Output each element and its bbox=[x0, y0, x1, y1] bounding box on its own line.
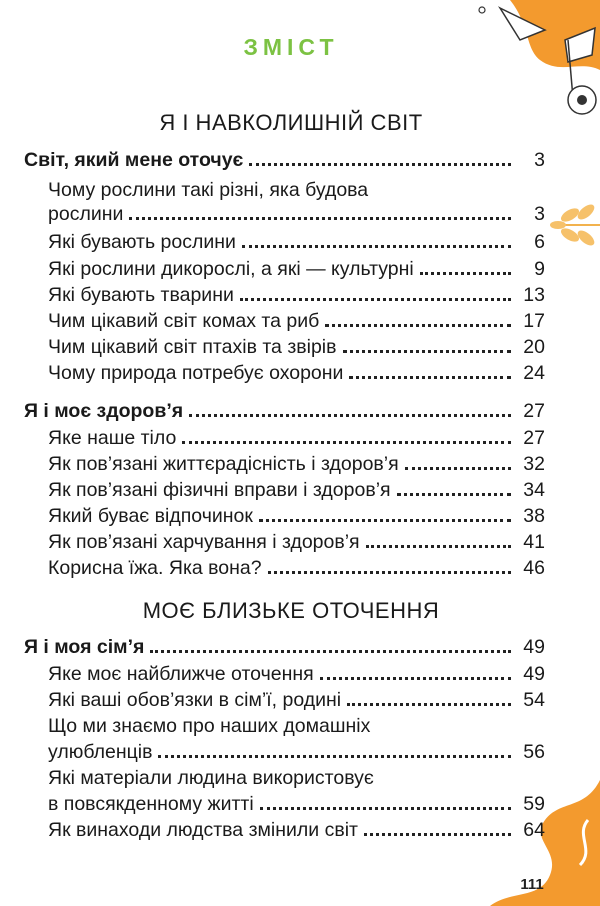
lesson-entry[interactable] bbox=[48, 281, 545, 307]
page-number: 111 bbox=[520, 876, 544, 893]
lesson-entry[interactable] bbox=[48, 502, 545, 528]
lesson-entry[interactable] bbox=[48, 359, 545, 385]
leaf-branch-icon bbox=[550, 180, 600, 270]
lesson-title: Які рослини дикорослі, а які — культурні bbox=[48, 258, 414, 280]
page-ref: 32 bbox=[523, 453, 545, 475]
section-title: Я І НАВКОЛИШНІЙ СВІТ bbox=[159, 110, 423, 135]
section-title: МОЄ БЛИЗЬКЕ ОТОЧЕННЯ bbox=[142, 598, 440, 623]
page-ref: 56 bbox=[523, 741, 545, 763]
chapter-title: Я і моя сім’я bbox=[24, 636, 145, 658]
page-ref: 34 bbox=[523, 479, 545, 501]
dot-leader bbox=[420, 272, 511, 275]
dot-leader bbox=[259, 519, 511, 522]
page-ref: 27 bbox=[523, 427, 545, 449]
page-ref: 59 bbox=[523, 793, 545, 815]
page-ref: 49 bbox=[523, 663, 545, 685]
dot-leader bbox=[366, 545, 511, 548]
page-ref: 13 bbox=[523, 284, 545, 306]
lesson-entry[interactable] bbox=[48, 738, 545, 764]
lesson-entry[interactable] bbox=[48, 424, 545, 450]
lesson-entry[interactable] bbox=[48, 200, 545, 226]
page-ref: 27 bbox=[523, 400, 545, 422]
page-ref: 24 bbox=[523, 362, 545, 384]
lesson-entry[interactable] bbox=[48, 228, 545, 254]
lesson-entry[interactable] bbox=[48, 790, 545, 816]
lesson-title: Як пов’язані фізичні вправи і здоров’я bbox=[48, 479, 391, 501]
chapter-entry[interactable] bbox=[24, 633, 545, 659]
page-ref: 46 bbox=[523, 557, 545, 579]
lesson-title: Які бувають тварини bbox=[48, 284, 234, 306]
lesson-entry[interactable] bbox=[48, 660, 545, 686]
lesson-entry[interactable] bbox=[48, 528, 545, 554]
page-ref: 38 bbox=[523, 505, 545, 527]
page-ref: 64 bbox=[523, 819, 545, 841]
lesson-title: Як пов’язані життєрадісність і здоров’я bbox=[48, 453, 399, 475]
dot-leader bbox=[240, 298, 511, 301]
dot-leader bbox=[320, 677, 511, 680]
page-ref: 3 bbox=[534, 203, 545, 225]
chapter-entry[interactable] bbox=[24, 397, 545, 423]
page-ref: 6 bbox=[534, 231, 545, 253]
dot-leader bbox=[364, 833, 511, 836]
page-ref: 17 bbox=[523, 310, 545, 332]
dot-leader bbox=[189, 414, 511, 417]
dot-leader bbox=[158, 755, 511, 758]
page-ref: 9 bbox=[534, 258, 545, 280]
dot-leader bbox=[249, 163, 511, 166]
lesson-title-line1: Що ми знаємо про наших домашніх bbox=[48, 715, 371, 737]
page-ref: 20 bbox=[523, 336, 545, 358]
lesson-title: Яке наше тіло bbox=[48, 427, 177, 449]
lesson-title: Який буває відпочинок bbox=[48, 505, 253, 527]
lesson-title: Корисна їжа. Яка вона? bbox=[48, 557, 262, 579]
page-ref: 54 bbox=[523, 689, 545, 711]
lesson-title: Чому природа потребує охорони bbox=[48, 362, 344, 384]
lesson-title: Чим цікавий світ птахів та звірів bbox=[48, 336, 337, 358]
chapter-title: Я і моє здоров’я bbox=[24, 400, 184, 422]
page-ref: 41 bbox=[523, 531, 545, 553]
lesson-entry[interactable] bbox=[48, 255, 545, 281]
chapter-entry[interactable] bbox=[24, 146, 545, 172]
lesson-title: Які бувають рослини bbox=[48, 231, 236, 253]
dot-leader bbox=[325, 324, 511, 327]
dot-leader bbox=[268, 571, 511, 574]
lesson-title: в повсякденному житті bbox=[48, 793, 254, 815]
lesson-entry[interactable] bbox=[48, 333, 545, 359]
page-ref: 3 bbox=[534, 149, 545, 171]
dot-leader bbox=[405, 467, 511, 470]
lesson-title: улюбленців bbox=[48, 741, 153, 763]
page-ref: 49 bbox=[523, 636, 545, 658]
dot-leader bbox=[347, 703, 511, 706]
dot-leader bbox=[349, 376, 511, 379]
lesson-title: Чим цікавий світ комах та риб bbox=[48, 310, 320, 332]
page-heading: ЗМІСТ bbox=[243, 34, 339, 60]
lesson-title-line1: Які матеріали людина використовує bbox=[48, 767, 374, 789]
lesson-entry[interactable] bbox=[48, 476, 545, 502]
dot-leader bbox=[182, 441, 511, 444]
dot-leader bbox=[397, 493, 511, 496]
lesson-title: Як винаходи людства змінили світ bbox=[48, 819, 358, 841]
lesson-entry[interactable] bbox=[48, 686, 545, 712]
lesson-title: Які ваші обов’язки в сім’ї, родині bbox=[48, 689, 342, 711]
dot-leader bbox=[150, 650, 511, 653]
chapter-title: Світ, який мене оточує bbox=[24, 149, 244, 171]
dot-leader bbox=[242, 245, 511, 248]
lesson-title: Як пов’язані харчування і здоров’я bbox=[48, 531, 360, 553]
lesson-entry[interactable] bbox=[48, 450, 545, 476]
lesson-entry[interactable] bbox=[48, 816, 545, 842]
lesson-title-line1: Чому рослини такі різні, яка будова bbox=[48, 179, 369, 201]
dot-leader bbox=[260, 807, 511, 810]
dot-leader bbox=[343, 350, 512, 353]
dot-leader bbox=[129, 217, 511, 220]
lesson-title: рослини bbox=[48, 203, 124, 225]
lesson-entry[interactable] bbox=[48, 554, 545, 580]
lesson-entry[interactable] bbox=[48, 307, 545, 333]
lesson-title: Яке моє найближче оточення bbox=[48, 663, 314, 685]
